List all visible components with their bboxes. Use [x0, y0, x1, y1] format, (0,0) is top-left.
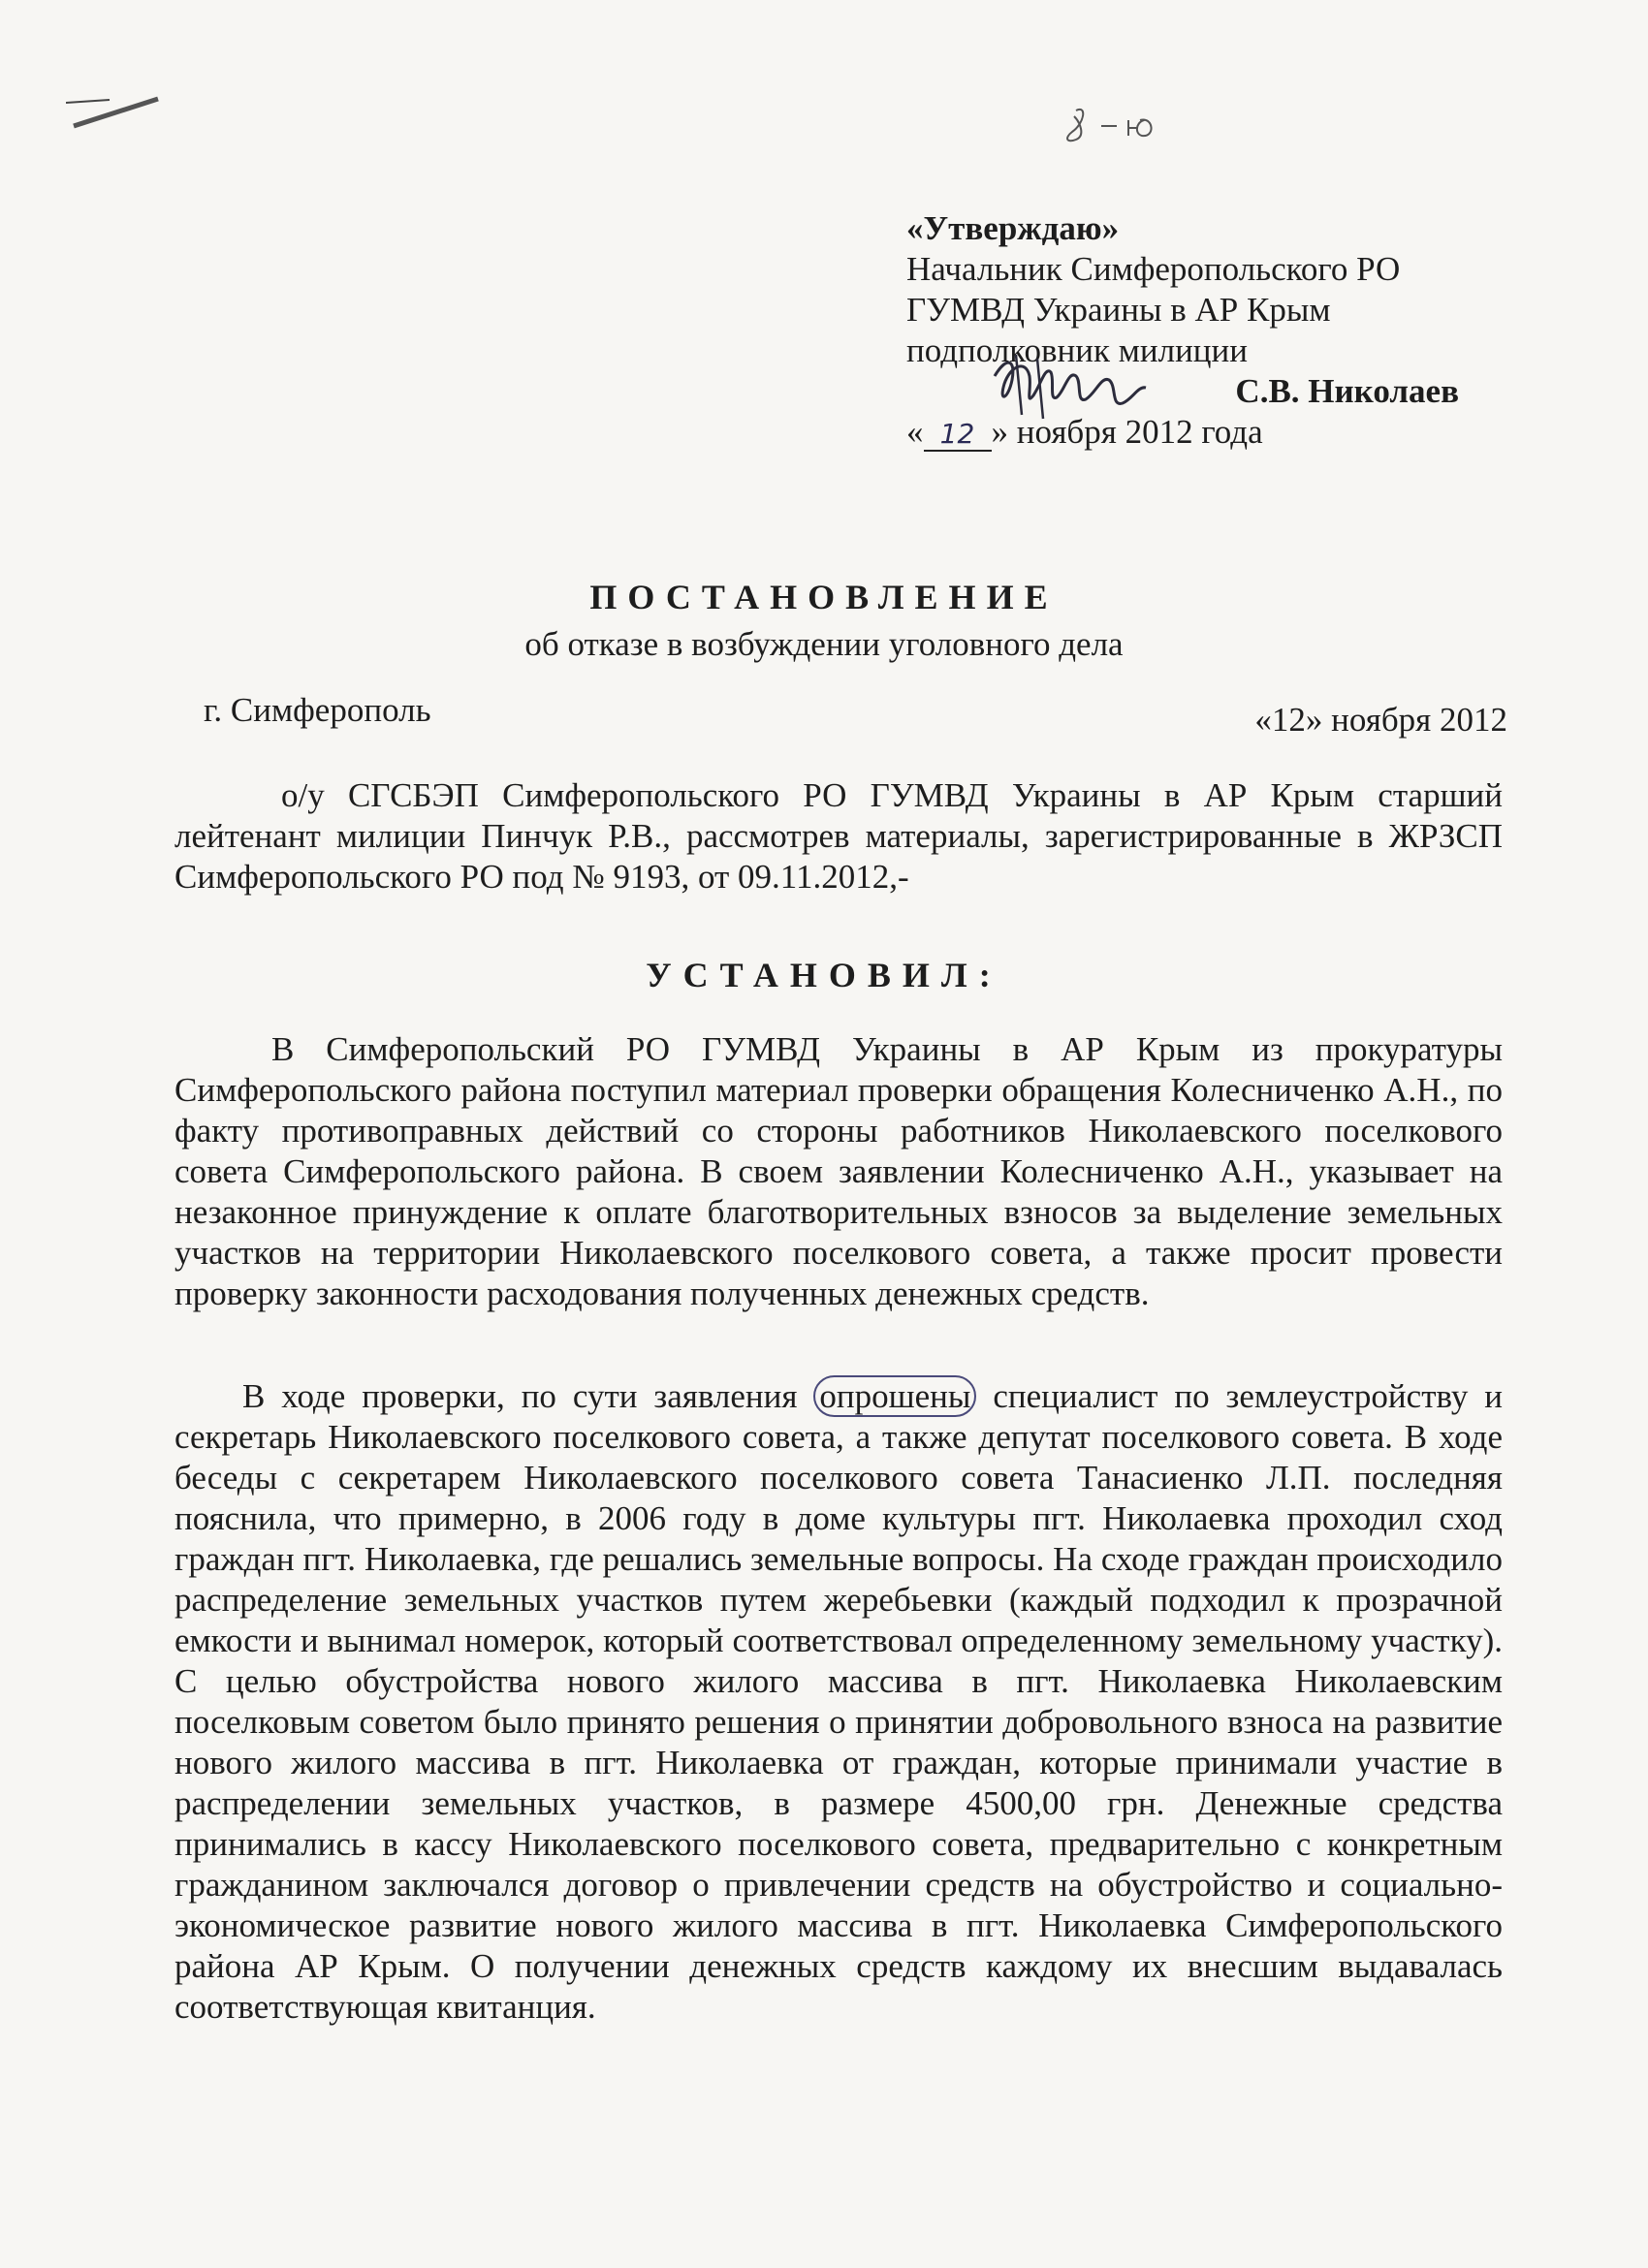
- document-title: ПОСТАНОВЛЕНИЕ: [589, 578, 1059, 616]
- body-paragraph-2-rest: специалист по землеустройству и секретарь Николаевского поселкового совета, а также депутат поселкового совета. В ходе беседы с секретарем Николаевского поселкового совета Танасиенко Л.П. последняя пояснила, что примерно, в 2006 году в доме культуры пгт. Николаевка проходил сход граждан пгт. Николаевка, где решались земельные вопросы. На сходе граждан происходило распределение земельных участков путем жеребьевки (каждый подходил к прозрачной емкости и вынимал номерок, который соответствовал определенному земельному участку). С целью обустройства нового жилого массива в пгт. Николаевка Николаевским поселковым советом было принято решения о принятии добровольного взноса на развитие нового жилого массива в пгт. Николаевка от граждан, которые принимали участие в распределении земельных участков, в размере 4500,00 грн. Денежные средства принимались в кассу Николаевского поселкового совета, предварительно с конкретным гражданином заключался договор о привлечении средств на обустройство и социально-экономическое развитие нового жилого массива в пгт. Николаевка Симферопольского района АР Крым. О получении денежных средств каждому их внесшим выдавалась соответствующая квитанция.: [174, 1377, 1503, 2026]
- approval-signer: С.В. Николаев: [1235, 372, 1459, 410]
- body-paragraph-2: [174, 1376, 1503, 2028]
- approval-date-suffix: » ноября 2012 года: [991, 413, 1263, 451]
- approval-department: ГУМВД Украины в АР Крым: [906, 291, 1331, 329]
- handwritten-corner-note: [1059, 103, 1185, 147]
- approval-position: Начальник Симферопольского РО: [906, 250, 1401, 288]
- handwritten-signature: [987, 347, 1195, 432]
- approval-heading: «Утверждаю»: [906, 209, 1120, 247]
- approval-date-day: 12: [924, 419, 992, 452]
- body-paragraph-2-start: В ходе проверки, по сути заявления: [242, 1377, 814, 1415]
- circled-word: опрошены: [813, 1375, 976, 1417]
- body-paragraph-1: В Симферопольский РО ГУМВД Украины в АР Крым из прокуратуры Симферопольского района поступил материал проверки обращения Колесниченко А.Н., по факту противоправных действий со стороны работников Николаевского поселкового совета Симферопольского района. В своем заявлении Колесниченко А.Н., указывает на незаконное принуждение к оплате благотворительных взносов за выделение земельных участков на территории Николаевского поселкового совета, а также просит провести проверку законности расходования полученных денежных средств.: [174, 1030, 1503, 1312]
- document-subtitle: об отказе в возбуждении уголовного дела: [524, 625, 1124, 663]
- approval-rank: подполковник милиции: [906, 331, 1248, 369]
- section-heading-established: УСТАНОВИЛ:: [646, 956, 1002, 994]
- scan-mark-lines: [66, 95, 163, 130]
- document-city: г. Симферополь: [204, 691, 431, 729]
- approval-date-prefix: «: [906, 413, 924, 451]
- document-date: «12» ноября 2012: [1254, 701, 1507, 739]
- intro-paragraph: о/у СГСБЭП Симферопольского РО ГУМВД Украины в АР Крым старший лейтенант милиции Пинчук Р.В., рассмотрев материалы, зарегистрированные в ЖРЗСП Симферопольского РО под № 9193, от 09.11.2012,-: [174, 776, 1503, 896]
